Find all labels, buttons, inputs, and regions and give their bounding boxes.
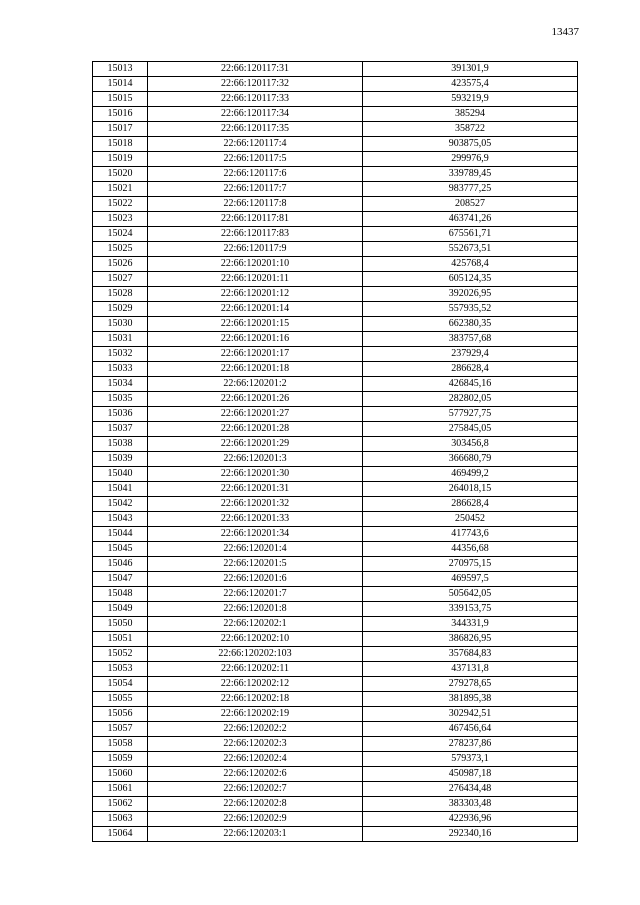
table-row	[93, 287, 578, 302]
row-number-cell: 15019	[93, 152, 148, 167]
row-number-cell: 15040	[93, 467, 148, 482]
cadastral-value-cell: 303456,8	[363, 437, 578, 452]
table-row	[93, 692, 578, 707]
table-row	[93, 782, 578, 797]
cadastral-value-cell: 391301,9	[363, 62, 578, 77]
cadastral-value-cell: 505642,05	[363, 587, 578, 602]
cadastral-number-cell: 22:66:120202:9	[148, 812, 363, 827]
table-body	[93, 62, 578, 842]
cadastral-value-cell: 903875,05	[363, 137, 578, 152]
row-number-cell: 15042	[93, 497, 148, 512]
cadastral-number-cell: 22:66:120201:6	[148, 572, 363, 587]
row-number-cell: 15021	[93, 182, 148, 197]
cadastral-number-cell: 22:66:120203:1	[148, 827, 363, 842]
table-row	[93, 242, 578, 257]
cadastral-number-cell: 22:66:120201:30	[148, 467, 363, 482]
table-row	[93, 542, 578, 557]
cadastral-number-cell: 22:66:120201:4	[148, 542, 363, 557]
cadastral-value-table	[92, 61, 578, 842]
cadastral-number-cell: 22:66:120201:16	[148, 332, 363, 347]
table-row	[93, 647, 578, 662]
row-number-cell: 15024	[93, 227, 148, 242]
table-row	[93, 197, 578, 212]
cadastral-value-cell: 44356,68	[363, 542, 578, 557]
row-number-cell: 15064	[93, 827, 148, 842]
cadastral-value-cell: 392026,95	[363, 287, 578, 302]
cadastral-number-cell: 22:66:120202:11	[148, 662, 363, 677]
cadastral-value-cell: 270975,15	[363, 557, 578, 572]
table-row	[93, 212, 578, 227]
table-row	[93, 737, 578, 752]
cadastral-value-cell: 469499,2	[363, 467, 578, 482]
row-number-cell: 15059	[93, 752, 148, 767]
table-row	[93, 272, 578, 287]
row-number-cell: 15046	[93, 557, 148, 572]
row-number-cell: 15039	[93, 452, 148, 467]
row-number-cell: 15060	[93, 767, 148, 782]
cadastral-value-cell: 425768,4	[363, 257, 578, 272]
row-number-cell: 15026	[93, 257, 148, 272]
cadastral-number-cell: 22:66:120117:34	[148, 107, 363, 122]
cadastral-value-cell: 426845,16	[363, 377, 578, 392]
table-row	[93, 137, 578, 152]
cadastral-value-cell: 276434,48	[363, 782, 578, 797]
table-row	[93, 662, 578, 677]
row-number-cell: 15058	[93, 737, 148, 752]
cadastral-number-cell: 22:66:120201:26	[148, 392, 363, 407]
row-number-cell: 15020	[93, 167, 148, 182]
table-row	[93, 437, 578, 452]
row-number-cell: 15054	[93, 677, 148, 692]
row-number-cell: 15016	[93, 107, 148, 122]
table-row	[93, 122, 578, 137]
table-row	[93, 767, 578, 782]
cadastral-value-cell: 605124,35	[363, 272, 578, 287]
table-row	[93, 572, 578, 587]
cadastral-value-cell: 250452	[363, 512, 578, 527]
cadastral-number-cell: 22:66:120202:19	[148, 707, 363, 722]
cadastral-number-cell: 22:66:120201:7	[148, 587, 363, 602]
cadastral-number-cell: 22:66:120201:3	[148, 452, 363, 467]
cadastral-value-cell: 450987,18	[363, 767, 578, 782]
cadastral-value-cell: 383303,48	[363, 797, 578, 812]
cadastral-number-cell: 22:66:120117:4	[148, 137, 363, 152]
cadastral-value-cell: 292340,16	[363, 827, 578, 842]
cadastral-number-cell: 22:66:120117:7	[148, 182, 363, 197]
row-number-cell: 15043	[93, 512, 148, 527]
cadastral-number-cell: 22:66:120201:27	[148, 407, 363, 422]
cadastral-number-cell: 22:66:120201:32	[148, 497, 363, 512]
cadastral-number-cell: 22:66:120201:34	[148, 527, 363, 542]
table-row	[93, 827, 578, 842]
table-row	[93, 377, 578, 392]
cadastral-value-cell: 662380,35	[363, 317, 578, 332]
cadastral-value-cell: 386826,95	[363, 632, 578, 647]
row-number-cell: 15023	[93, 212, 148, 227]
cadastral-value-cell: 383757,68	[363, 332, 578, 347]
table-row	[93, 347, 578, 362]
table-row	[93, 152, 578, 167]
table-row	[93, 257, 578, 272]
row-number-cell: 15022	[93, 197, 148, 212]
cadastral-value-cell: 237929,4	[363, 347, 578, 362]
cadastral-number-cell: 22:66:120202:7	[148, 782, 363, 797]
table-row	[93, 512, 578, 527]
cadastral-value-cell: 579373,1	[363, 752, 578, 767]
cadastral-number-cell: 22:66:120201:15	[148, 317, 363, 332]
cadastral-number-cell: 22:66:120201:2	[148, 377, 363, 392]
cadastral-number-cell: 22:66:120117:6	[148, 167, 363, 182]
row-number-cell: 15013	[93, 62, 148, 77]
row-number-cell: 15057	[93, 722, 148, 737]
cadastral-number-cell: 22:66:120202:4	[148, 752, 363, 767]
cadastral-number-cell: 22:66:120202:10	[148, 632, 363, 647]
table-row	[93, 557, 578, 572]
table-row	[93, 467, 578, 482]
cadastral-value-cell: 675561,71	[363, 227, 578, 242]
table-row	[93, 362, 578, 377]
row-number-cell: 15062	[93, 797, 148, 812]
table-row	[93, 92, 578, 107]
row-number-cell: 15061	[93, 782, 148, 797]
row-number-cell: 15047	[93, 572, 148, 587]
cadastral-value-cell: 593219,9	[363, 92, 578, 107]
table-row	[93, 302, 578, 317]
cadastral-number-cell: 22:66:120201:10	[148, 257, 363, 272]
table-row	[93, 527, 578, 542]
table-row	[93, 107, 578, 122]
cadastral-number-cell: 22:66:120117:9	[148, 242, 363, 257]
cadastral-value-cell: 983777,25	[363, 182, 578, 197]
table-row	[93, 497, 578, 512]
cadastral-value-cell: 417743,6	[363, 527, 578, 542]
table-row	[93, 812, 578, 827]
cadastral-number-cell: 22:66:120202:12	[148, 677, 363, 692]
cadastral-number-cell: 22:66:120202:1	[148, 617, 363, 632]
cadastral-value-cell: 302942,51	[363, 707, 578, 722]
cadastral-number-cell: 22:66:120201:18	[148, 362, 363, 377]
row-number-cell: 15029	[93, 302, 148, 317]
page-number: 13437	[551, 26, 579, 38]
row-number-cell: 15050	[93, 617, 148, 632]
row-number-cell: 15056	[93, 707, 148, 722]
cadastral-number-cell: 22:66:120201:8	[148, 602, 363, 617]
row-number-cell: 15017	[93, 122, 148, 137]
row-number-cell: 15015	[93, 92, 148, 107]
cadastral-number-cell: 22:66:120202:3	[148, 737, 363, 752]
row-number-cell: 15025	[93, 242, 148, 257]
table-row	[93, 182, 578, 197]
table-row	[93, 797, 578, 812]
table-row	[93, 422, 578, 437]
cadastral-number-cell: 22:66:120117:5	[148, 152, 363, 167]
row-number-cell: 15063	[93, 812, 148, 827]
table-row	[93, 632, 578, 647]
table-row	[93, 77, 578, 92]
cadastral-value-cell: 339153,75	[363, 602, 578, 617]
table-row	[93, 602, 578, 617]
row-number-cell: 15055	[93, 692, 148, 707]
row-number-cell: 15033	[93, 362, 148, 377]
cadastral-number-cell: 22:66:120117:8	[148, 197, 363, 212]
cadastral-number-cell: 22:66:120202:2	[148, 722, 363, 737]
table-row	[93, 62, 578, 77]
cadastral-value-cell: 463741,26	[363, 212, 578, 227]
cadastral-number-cell: 22:66:120201:5	[148, 557, 363, 572]
row-number-cell: 15014	[93, 77, 148, 92]
cadastral-value-cell: 577927,75	[363, 407, 578, 422]
cadastral-value-cell: 552673,51	[363, 242, 578, 257]
cadastral-value-cell: 557935,52	[363, 302, 578, 317]
row-number-cell: 15044	[93, 527, 148, 542]
cadastral-number-cell: 22:66:120201:29	[148, 437, 363, 452]
row-number-cell: 15049	[93, 602, 148, 617]
row-number-cell: 15030	[93, 317, 148, 332]
table-row	[93, 722, 578, 737]
table-row	[93, 392, 578, 407]
cadastral-value-cell: 279278,65	[363, 677, 578, 692]
row-number-cell: 15031	[93, 332, 148, 347]
cadastral-number-cell: 22:66:120117:83	[148, 227, 363, 242]
cadastral-number-cell: 22:66:120201:17	[148, 347, 363, 362]
cadastral-number-cell: 22:66:120117:33	[148, 92, 363, 107]
table-row	[93, 707, 578, 722]
cadastral-number-cell: 22:66:120117:81	[148, 212, 363, 227]
table-row	[93, 332, 578, 347]
cadastral-number-cell: 22:66:120201:33	[148, 512, 363, 527]
cadastral-value-cell: 278237,86	[363, 737, 578, 752]
row-number-cell: 15048	[93, 587, 148, 602]
row-number-cell: 15032	[93, 347, 148, 362]
row-number-cell: 15035	[93, 392, 148, 407]
cadastral-number-cell: 22:66:120117:32	[148, 77, 363, 92]
table-row	[93, 452, 578, 467]
cadastral-value-cell: 286628,4	[363, 497, 578, 512]
table-row	[93, 587, 578, 602]
cadastral-value-cell: 275845,05	[363, 422, 578, 437]
cadastral-value-cell: 357684,83	[363, 647, 578, 662]
cadastral-number-cell: 22:66:120202:103	[148, 647, 363, 662]
row-number-cell: 15018	[93, 137, 148, 152]
row-number-cell: 15052	[93, 647, 148, 662]
cadastral-number-cell: 22:66:120201:31	[148, 482, 363, 497]
table-row	[93, 677, 578, 692]
table-row	[93, 482, 578, 497]
row-number-cell: 15041	[93, 482, 148, 497]
row-number-cell: 15051	[93, 632, 148, 647]
row-number-cell: 15038	[93, 437, 148, 452]
cadastral-number-cell: 22:66:120201:11	[148, 272, 363, 287]
row-number-cell: 15034	[93, 377, 148, 392]
cadastral-number-cell: 22:66:120201:14	[148, 302, 363, 317]
table-row	[93, 407, 578, 422]
table-row	[93, 617, 578, 632]
cadastral-value-cell: 437131,8	[363, 662, 578, 677]
cadastral-value-cell: 344331,9	[363, 617, 578, 632]
cadastral-number-cell: 22:66:120201:28	[148, 422, 363, 437]
row-number-cell: 15028	[93, 287, 148, 302]
row-number-cell: 15036	[93, 407, 148, 422]
cadastral-number-cell: 22:66:120117:35	[148, 122, 363, 137]
cadastral-value-cell: 339789,45	[363, 167, 578, 182]
row-number-cell: 15037	[93, 422, 148, 437]
row-number-cell: 15045	[93, 542, 148, 557]
cadastral-number-cell: 22:66:120117:31	[148, 62, 363, 77]
table-row	[93, 752, 578, 767]
cadastral-value-cell: 467456,64	[363, 722, 578, 737]
cadastral-value-cell: 358722	[363, 122, 578, 137]
cadastral-value-cell: 385294	[363, 107, 578, 122]
cadastral-number-cell: 22:66:120201:12	[148, 287, 363, 302]
cadastral-number-cell: 22:66:120202:6	[148, 767, 363, 782]
table-row	[93, 167, 578, 182]
cadastral-value-cell: 282802,05	[363, 392, 578, 407]
cadastral-value-cell: 423575,4	[363, 77, 578, 92]
cadastral-value-cell: 299976,9	[363, 152, 578, 167]
cadastral-number-cell: 22:66:120202:8	[148, 797, 363, 812]
cadastral-value-cell: 286628,4	[363, 362, 578, 377]
cadastral-value-cell: 366680,79	[363, 452, 578, 467]
row-number-cell: 15053	[93, 662, 148, 677]
cadastral-value-cell: 381895,38	[363, 692, 578, 707]
cadastral-value-cell: 264018,15	[363, 482, 578, 497]
table-row	[93, 317, 578, 332]
table-row	[93, 227, 578, 242]
cadastral-value-cell: 208527	[363, 197, 578, 212]
cadastral-value-cell: 469597,5	[363, 572, 578, 587]
cadastral-value-cell: 422936,96	[363, 812, 578, 827]
cadastral-number-cell: 22:66:120202:18	[148, 692, 363, 707]
row-number-cell: 15027	[93, 272, 148, 287]
